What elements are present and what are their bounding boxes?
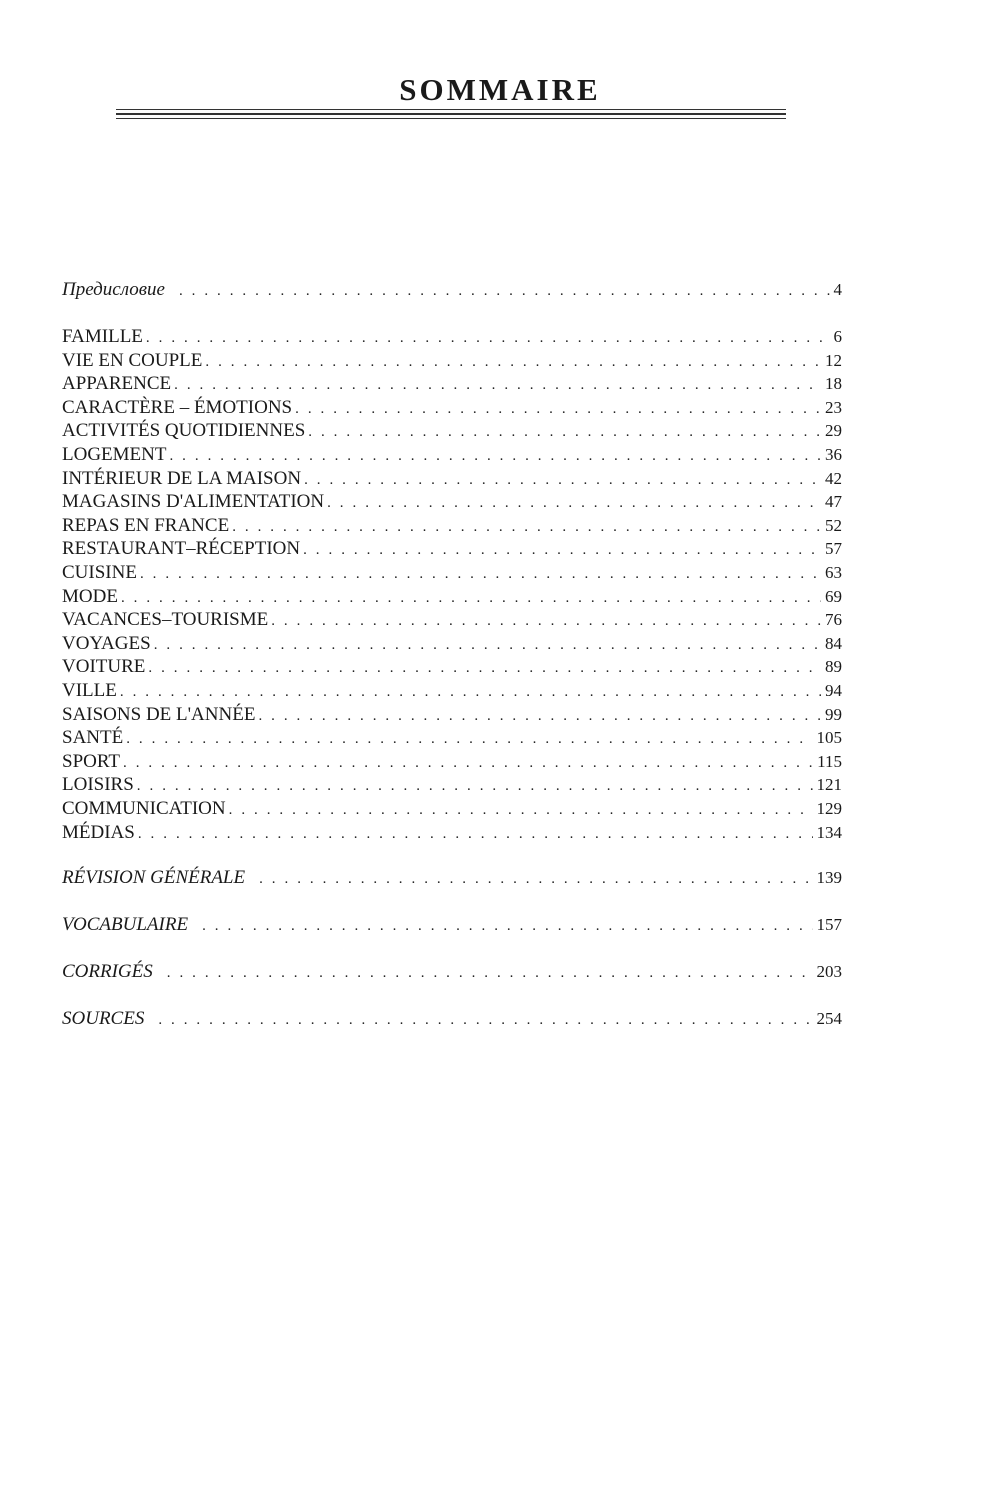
toc-entry-page: 254: [816, 1009, 842, 1028]
toc-leader-dots: [138, 822, 813, 846]
toc-entry: [62, 773, 842, 798]
toc-leader-dots: [327, 491, 821, 515]
toc-leader-dots: [295, 397, 821, 421]
toc-entry-label: LOISIRS: [62, 774, 134, 796]
toc-entry-label: APPARENCE: [62, 373, 172, 395]
toc-entry-label: ACTIVITÉS QUOTIDIENNES: [62, 420, 306, 442]
toc-entry-page: 94: [825, 681, 842, 700]
toc-entry: [62, 703, 842, 728]
toc-entry-appendix: [62, 1007, 842, 1032]
toc-entry-label: SAISONS DE L'ANNÉE: [62, 703, 256, 725]
toc-entry-page: 29: [825, 421, 842, 441]
title-rule-bottom: [116, 118, 786, 119]
toc-entry-page: 6: [833, 327, 842, 346]
toc-entry-label: COMMUNICATION: [62, 798, 226, 819]
toc-leader-dots: [137, 774, 813, 798]
toc-entry-label: SPORT: [62, 750, 120, 772]
toc-entry-label: Предисловие: [62, 279, 165, 300]
toc-entry: [62, 608, 842, 633]
toc-entry-label: MAGASINS D'ALIMENTATION: [62, 491, 325, 513]
toc-entry-label: VIE EN COUPLE: [62, 349, 203, 371]
toc-leader-dots: [303, 538, 821, 562]
toc-leader-dots: [148, 656, 821, 680]
toc-entry-label: FAMILLE: [62, 326, 143, 347]
toc-entry-page: 18: [825, 374, 842, 394]
toc-entry: [62, 467, 842, 492]
toc-leader-dots: [308, 420, 821, 444]
toc-entry-label: REPAS EN FRANCE: [62, 514, 230, 536]
toc-entry: [62, 443, 842, 468]
toc-leader-dots: [154, 633, 821, 657]
toc-entry-page: 63: [825, 563, 842, 582]
toc-leader-dots: [259, 867, 812, 891]
toc-leader-dots: [123, 751, 813, 775]
toc-entry-appendix: [62, 960, 842, 985]
toc-entry-page: 89: [825, 657, 842, 677]
toc-entry-page: 99: [825, 704, 842, 724]
toc-entry: [62, 585, 842, 610]
toc-entry-page: 105: [816, 728, 842, 748]
toc-entry: [62, 655, 842, 680]
toc-entry-page: 139: [816, 868, 842, 887]
toc-leader-dots: [120, 680, 821, 704]
toc-entry: [62, 821, 842, 846]
toc-leader-dots: [202, 914, 812, 938]
toc-entry-label: VILLE: [62, 680, 117, 701]
toc-entry-label: VACANCES–TOURISME: [62, 609, 269, 631]
toc-leader-dots: [271, 609, 821, 633]
toc-entry-label: LOGEMENT: [62, 444, 167, 465]
toc-entry-page: 42: [825, 468, 842, 488]
toc-leader-dots: [304, 468, 821, 492]
toc-entry-label: SOURCES: [62, 1008, 145, 1029]
toc-entry: [62, 325, 842, 350]
toc-entry: [62, 679, 842, 704]
toc-entry-label: INTÉRIEUR DE LA MAISON: [62, 467, 302, 489]
toc-entry-page: 4: [833, 280, 842, 299]
toc-entry-page: 47: [825, 492, 842, 512]
toc-entry-label: VOYAGES: [62, 632, 151, 654]
toc-entry-page: 157: [816, 915, 842, 934]
toc-leader-dots: [140, 562, 821, 586]
toc-entry-label: MODE: [62, 585, 118, 607]
page-title: SOMMAIRE: [399, 72, 601, 107]
toc-entry: [62, 396, 842, 421]
toc-leader-dots: [179, 279, 830, 303]
toc-entry-page: 115: [817, 751, 842, 771]
toc-entry-page: 84: [825, 633, 842, 653]
toc-entry-label: CARACTÈRE – ÉMOTIONS: [62, 396, 293, 418]
toc-entry-page: 23: [825, 397, 842, 417]
toc-leader-dots: [258, 704, 821, 728]
toc-entry: [62, 490, 842, 515]
toc-entry-label: RESTAURANT–RÉCEPTION: [62, 538, 301, 560]
toc-entry-appendix: [62, 866, 842, 891]
toc-entry-label: VOCABULAIRE: [62, 914, 189, 935]
toc-leader-dots: [158, 1008, 812, 1032]
toc-entry: [62, 561, 842, 586]
toc-entry: [62, 632, 842, 657]
toc-entry-label: RÉVISION GÉNÉRALE: [62, 867, 246, 888]
toc-entry-page: 57: [825, 539, 842, 559]
toc-leader-dots: [174, 373, 821, 397]
toc-leader-dots: [205, 350, 821, 374]
toc-entry-preface: [62, 278, 842, 303]
toc-entry: [62, 349, 842, 374]
toc-leader-dots: [126, 727, 812, 751]
toc-entry-page: 36: [825, 445, 842, 464]
toc-entry-page: 121: [816, 775, 842, 795]
toc-entry-label: VOITURE: [62, 656, 146, 678]
toc-entry-page: 76: [825, 610, 842, 630]
title-rule-top: [116, 109, 786, 110]
toc-entry: [62, 372, 842, 397]
toc-entry: [62, 419, 842, 444]
toc-entry: [62, 750, 842, 775]
toc-entry-page: 52: [825, 515, 842, 535]
toc-leader-dots: [146, 326, 830, 350]
toc-leader-dots: [229, 798, 813, 822]
toc-entry-page: 129: [816, 799, 842, 818]
toc-entry-page: 12: [825, 350, 842, 370]
toc-entry: [62, 797, 842, 822]
toc-entry: [62, 726, 842, 751]
toc-entry: [62, 514, 842, 539]
toc-entry-label: CUISINE: [62, 562, 137, 583]
toc-entry-appendix: [62, 913, 842, 938]
toc-entry-label: CORRIGÉS: [62, 961, 153, 982]
toc-leader-dots: [121, 586, 821, 610]
toc-leader-dots: [169, 444, 821, 468]
toc-leader-dots: [167, 961, 813, 985]
toc-entry: [62, 537, 842, 562]
toc-entry-page: 134: [816, 822, 842, 842]
toc-leader-dots: [232, 515, 821, 539]
toc-entry-page: 203: [816, 962, 842, 981]
title-rule-middle: [116, 113, 786, 115]
toc-entry-label: MÉDIAS: [62, 821, 135, 843]
toc-entry-page: 69: [825, 586, 842, 606]
toc-entry-label: SANTÉ: [62, 727, 124, 749]
